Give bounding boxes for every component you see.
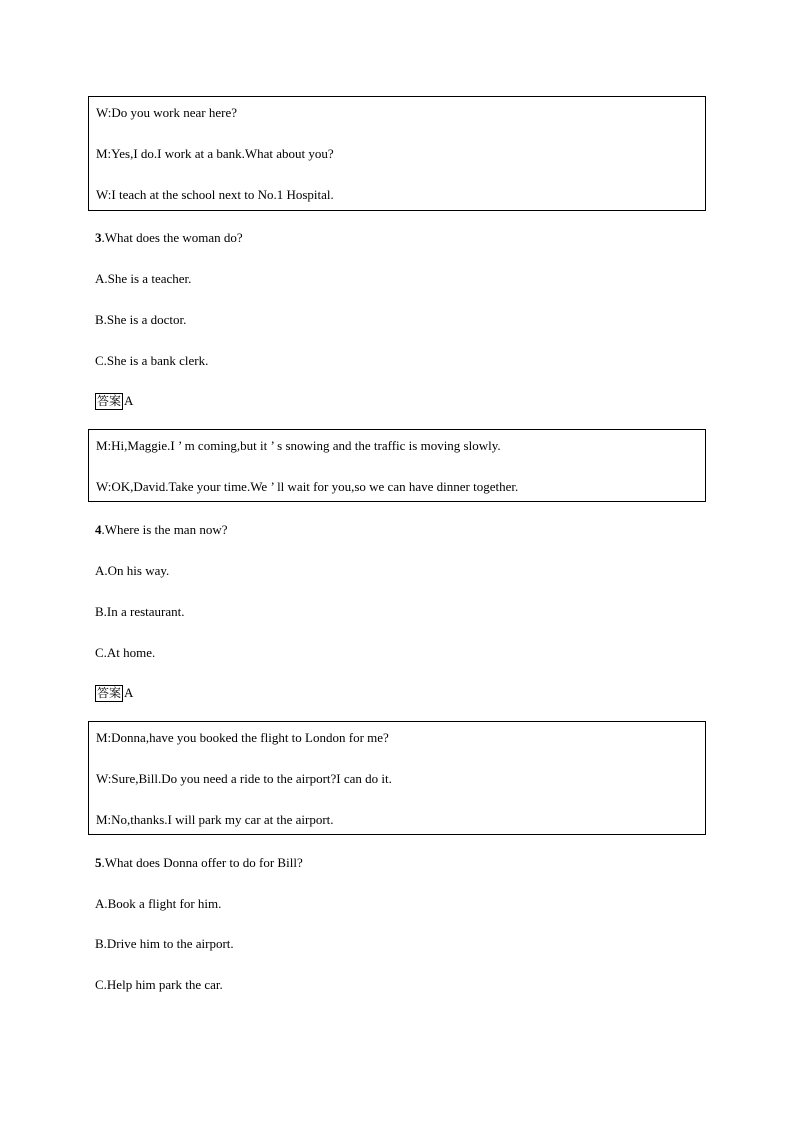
option-b: B.Drive him to the airport.: [95, 936, 234, 951]
dialogue-box-3: [88, 721, 706, 835]
question-text: .What does Donna offer to do for Bill?: [101, 855, 303, 870]
option-a: A.On his way.: [95, 563, 170, 578]
dialogue-line: W:I teach at the school next to No.1 Hospital.: [96, 187, 334, 202]
option-a: A.Book a flight for him.: [95, 896, 222, 911]
question-number: 3: [95, 230, 102, 245]
question-number: 5: [95, 855, 102, 870]
question-5: [95, 855, 303, 871]
option-b: B.In a restaurant.: [95, 604, 185, 619]
dialogue-line: W:Sure,Bill.Do you need a ride to the airport?I can do it.: [96, 771, 392, 786]
dialogue-box-2: [88, 429, 706, 502]
dialogue-line: W:OK,David.Take your time.We ’ ll wait for you,so we can have dinner together.: [96, 479, 519, 494]
question-3: [95, 230, 243, 246]
option-a: A.She is a teacher.: [95, 271, 192, 286]
dialogue-line: M:Donna,have you booked the flight to London for me?: [96, 730, 389, 745]
answer-value: A: [124, 393, 134, 408]
option-c: C.She is a bank clerk.: [95, 353, 209, 368]
answer-line: [95, 685, 133, 702]
answer-value: A: [124, 685, 134, 700]
answer-tag: 答案: [97, 686, 122, 700]
question-text: .Where is the man now?: [101, 522, 228, 537]
option-c: C.At home.: [95, 645, 156, 660]
answer-tag: 答案: [97, 394, 122, 408]
option-b: B.She is a doctor.: [95, 312, 187, 327]
dialogue-line: M:No,thanks.I will park my car at the airport.: [96, 812, 334, 827]
question-number: 4: [95, 522, 102, 537]
dialogue-line: M:Yes,I do.I work at a bank.What about you?: [96, 146, 334, 161]
dialogue-line: W:Do you work near here?: [96, 105, 238, 120]
option-c: C.Help him park the car.: [95, 977, 223, 992]
answer-line: [95, 393, 133, 410]
dialogue-box-1: [88, 96, 706, 211]
dialogue-line: M:Hi,Maggie.I ’ m coming,but it ’ s snowing and the traffic is moving slowly.: [96, 438, 501, 453]
question-text: .What does the woman do?: [101, 230, 243, 245]
question-4: [95, 522, 227, 538]
